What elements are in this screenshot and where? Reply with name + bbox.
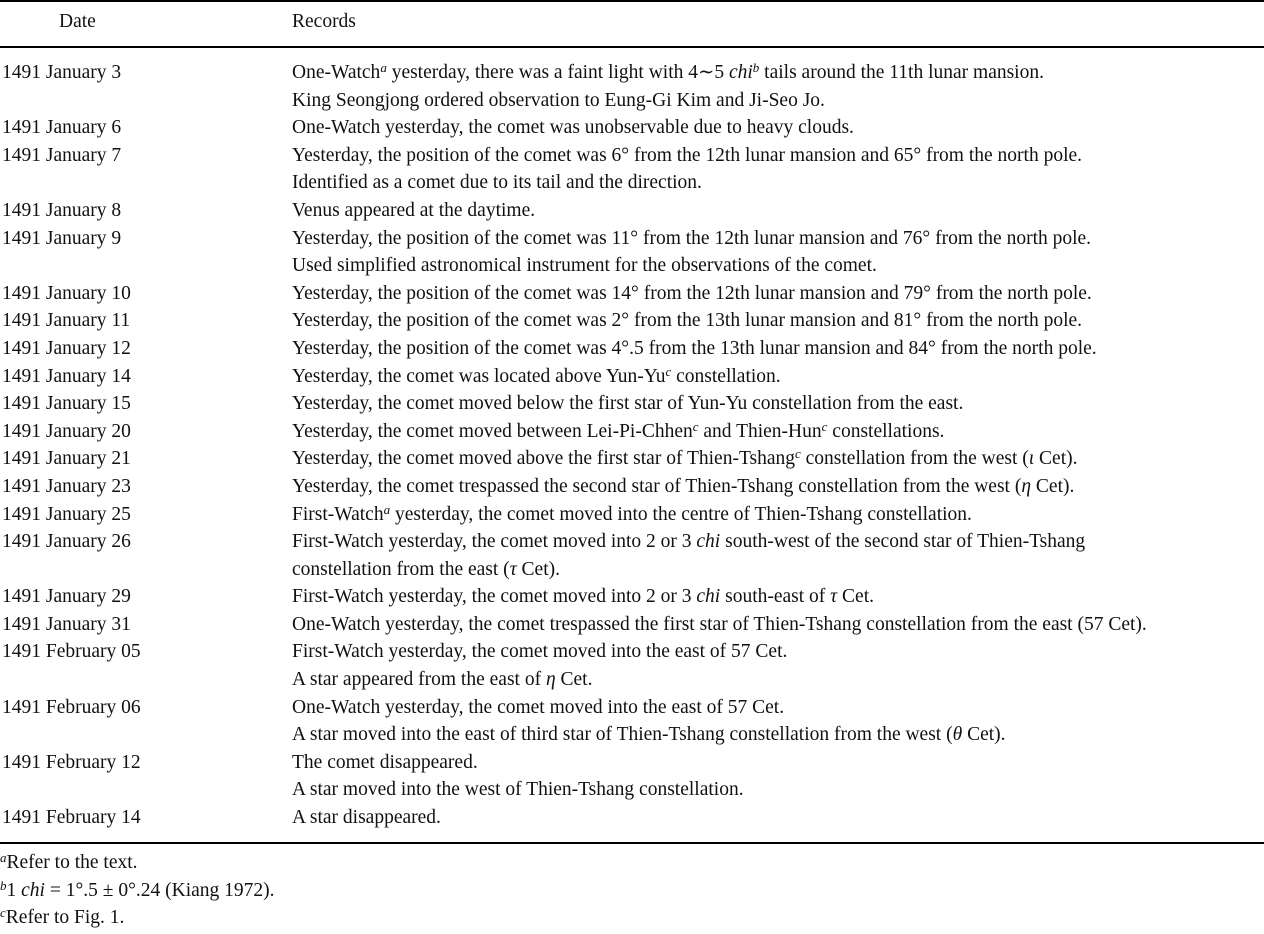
record-line [292,390,1264,418]
text-run: Yesterday, the comet was located above Yun-Yu [292,365,666,387]
row-date: 1491 January 25 [2,503,131,525]
text-run: tails around the 11th lunar mansion. [759,62,1044,83]
text-run: Used simplified astronomical instrument for the observations of the comet. [292,255,877,277]
row-record [292,804,1264,832]
italic-text: chi [728,62,753,83]
table-row [0,528,1264,583]
row-record [292,197,1264,225]
footnote-marker: a [383,501,391,517]
text-run: Cet). [962,724,1006,746]
table-body [0,59,1264,832]
text-run: Cet). [516,558,560,580]
text-run: First-Watch yesterday, the comet moved into the east of 57 Cet. [292,641,788,663]
footnote-marker: c [665,363,672,379]
record-line [292,280,1264,308]
row-record [292,445,1264,473]
italic-text: ι [1028,448,1035,470]
text-run: south-east of [720,586,831,608]
record-line [292,804,1264,832]
footnote-marker: c [692,418,699,434]
row-record [292,418,1264,446]
footnote-marker: a [0,850,7,865]
footnote-marker: c [821,418,828,434]
header-rule [0,46,1264,48]
bottom-rule [0,842,1264,844]
header-date: Date [59,11,96,32]
table-row [0,363,1264,391]
record-line [292,252,1264,280]
text-run: 1 [6,879,22,901]
row-date: 1491 January 7 [2,144,122,166]
row-record [292,749,1264,804]
table-row [0,611,1264,639]
record-line [292,59,1264,87]
text-run: Refer to Fig. 1. [5,907,125,929]
footnote-marker: b [752,60,760,75]
record-line [292,307,1264,335]
record-line [292,721,1264,749]
record-line [292,114,1264,142]
row-record [292,280,1264,308]
text-run: and Thien-Hun [698,420,822,442]
table-row [0,501,1264,529]
text-run: Yesterday, the comet moved above the first star of Thien-Tshang [292,448,795,470]
text-run: A star moved into the west of Thien-Tshang constellation. [292,779,744,801]
row-date: 1491 January 8 [2,199,122,221]
text-run: Cet). [1031,475,1075,497]
text-run: yesterday, the comet moved into the centre of Thien-Tshang constellation. [390,503,972,525]
record-line [292,638,1264,666]
row-date: 1491 January 23 [2,475,131,497]
row-record [292,473,1264,501]
text-run: A star disappeared. [292,807,441,829]
text-run: One-Watch yesterday, the comet was unobservable due to heavy clouds. [292,117,854,139]
record-line [292,87,1264,115]
text-run: One-Watch yesterday, the comet moved into the east of 57 Cet. [292,696,785,718]
text-run: One-Watch yesterday, the comet trespassed the first star of Thien-Tshang constellation from the east (57 Cet). [292,613,1147,635]
table-row [0,142,1264,197]
italic-text: η [545,669,556,691]
row-date: 1491 February 05 [2,641,141,663]
row-record [292,142,1264,197]
record-line [292,169,1264,197]
header-records: Records [292,11,356,32]
row-date: 1491 January 31 [2,613,131,635]
footnote-marker: c [0,905,6,921]
text-run: Yesterday, the position of the comet was 4°.5 from the 13th lunar mansion and 84° from the north pole. [292,337,1097,359]
footnote [0,904,275,932]
table-row [0,114,1264,142]
text-run: King Seongjong ordered observation to Eung-Gi Kim and Ji-Seo Jo. [292,89,825,111]
table-row [0,225,1264,280]
text-run: A star appeared from the east of [292,669,546,691]
table-row [0,804,1264,832]
row-date: 1491 January 15 [2,393,131,415]
text-run: Yesterday, the position of the comet was 2° from the 13th lunar mansion and 81° from the north pole. [292,310,1083,332]
text-run: First-Watch yesterday, the comet moved into 2 or 3 [292,531,697,553]
text-run: Yesterday, the comet moved below the first star of Yun-Yu constellation from the east. [292,393,964,415]
row-date: 1491 January 10 [2,282,131,304]
record-line [292,694,1264,722]
record-line [292,749,1264,777]
table-row [0,197,1264,225]
text-run: Cet. [837,586,874,608]
footnote-marker: a [380,60,387,75]
record-line [292,501,1264,529]
record-line [292,556,1264,584]
text-run: constellations. [827,420,945,442]
record-line [292,418,1264,446]
text-run: constellation from the east ( [292,558,510,580]
record-line [292,583,1264,611]
top-rule [0,0,1264,2]
table-row [0,307,1264,335]
record-line [292,363,1264,391]
row-record [292,114,1264,142]
row-date: 1491 January 12 [2,337,131,359]
record-line [292,225,1264,253]
record-line [292,528,1264,556]
row-record [292,638,1264,693]
table-row [0,390,1264,418]
row-date: 1491 January 20 [2,420,131,442]
row-record [292,335,1264,363]
text-run: Yesterday, the position of the comet was 14° from the 12th lunar mansion and 79° from the north pole. [292,282,1092,304]
text-run: constellation. [671,365,781,387]
table-row [0,638,1264,693]
text-run: constellation from the west ( [800,448,1029,470]
record-line [292,197,1264,225]
row-date: 1491 January 26 [2,531,131,553]
text-run: Yesterday, the comet moved between Lei-Pi-Chhen [292,420,693,442]
row-record [292,694,1264,749]
record-line [292,611,1264,639]
italic-text: chi [696,586,721,608]
table-row [0,59,1264,114]
record-line [292,776,1264,804]
row-record [292,307,1264,335]
table-row [0,749,1264,804]
footnote-marker: b [0,877,7,893]
row-date: 1491 January 9 [2,227,122,249]
footnote [0,849,275,877]
record-line [292,473,1264,501]
italic-text: η [1021,475,1032,497]
record-line [292,666,1264,694]
table-row [0,694,1264,749]
footnotes [0,849,275,932]
record-line [292,142,1264,170]
record-line [292,335,1264,363]
text-run: Cet). [1034,448,1078,470]
text-run: The comet disappeared. [292,751,478,773]
row-record [292,363,1264,391]
footnote [0,877,275,905]
text-run: Yesterday, the position of the comet was 6° from the 12th lunar mansion and 65° from the north pole. [292,144,1083,166]
row-date: 1491 January 3 [2,62,122,83]
text-run: Cet. [555,669,593,691]
text-run: Identified as a comet due to its tail and the direction. [292,172,702,194]
row-record [292,611,1264,639]
text-run: A star moved into the east of third star of Thien-Tshang constellation from the west ( [292,724,953,746]
row-date: 1491 February 06 [2,696,141,718]
row-record [292,528,1264,583]
row-date: 1491 January 11 [2,310,131,332]
row-record [292,59,1264,114]
row-date: 1491 January 6 [2,117,122,139]
footnote-marker: c [794,446,801,462]
table-row [0,335,1264,363]
row-record [292,390,1264,418]
italic-text: τ [830,586,838,608]
text-run: = 1°.5 ± 0°.24 (Kiang 1972). [44,879,275,901]
italic-text: τ [509,558,517,580]
text-run: south-west of the second star of Thien-Tshang [720,531,1086,553]
table-row [0,445,1264,473]
text-run: First-Watch [292,503,384,525]
text-run: Refer to the text. [6,852,138,873]
italic-text: chi [21,879,45,901]
row-date: 1491 February 14 [2,807,141,829]
record-line [292,445,1264,473]
row-date: 1491 January 29 [2,586,131,608]
text-run: Yesterday, the comet trespassed the second star of Thien-Tshang constellation from the west ( [292,475,1022,497]
table-row [0,418,1264,446]
text-run: Venus appeared at the daytime. [292,199,536,221]
row-date: 1491 January 14 [2,365,131,387]
text-run: One-Watch [292,62,381,83]
text-run: First-Watch yesterday, the comet moved into 2 or 3 [292,586,697,608]
row-date: 1491 February 12 [2,751,141,773]
row-date: 1491 January 21 [2,448,131,470]
italic-text: θ [952,724,963,746]
row-record [292,225,1264,280]
italic-text: chi [696,531,721,553]
row-record [292,501,1264,529]
table-row [0,473,1264,501]
text-run: yesterday, there was a faint light with 4∼5 [386,62,729,83]
text-run: Yesterday, the position of the comet was 11° from the 12th lunar mansion and 76° from the north pole. [292,227,1092,249]
table-row [0,583,1264,611]
row-record [292,583,1264,611]
table-row [0,280,1264,308]
